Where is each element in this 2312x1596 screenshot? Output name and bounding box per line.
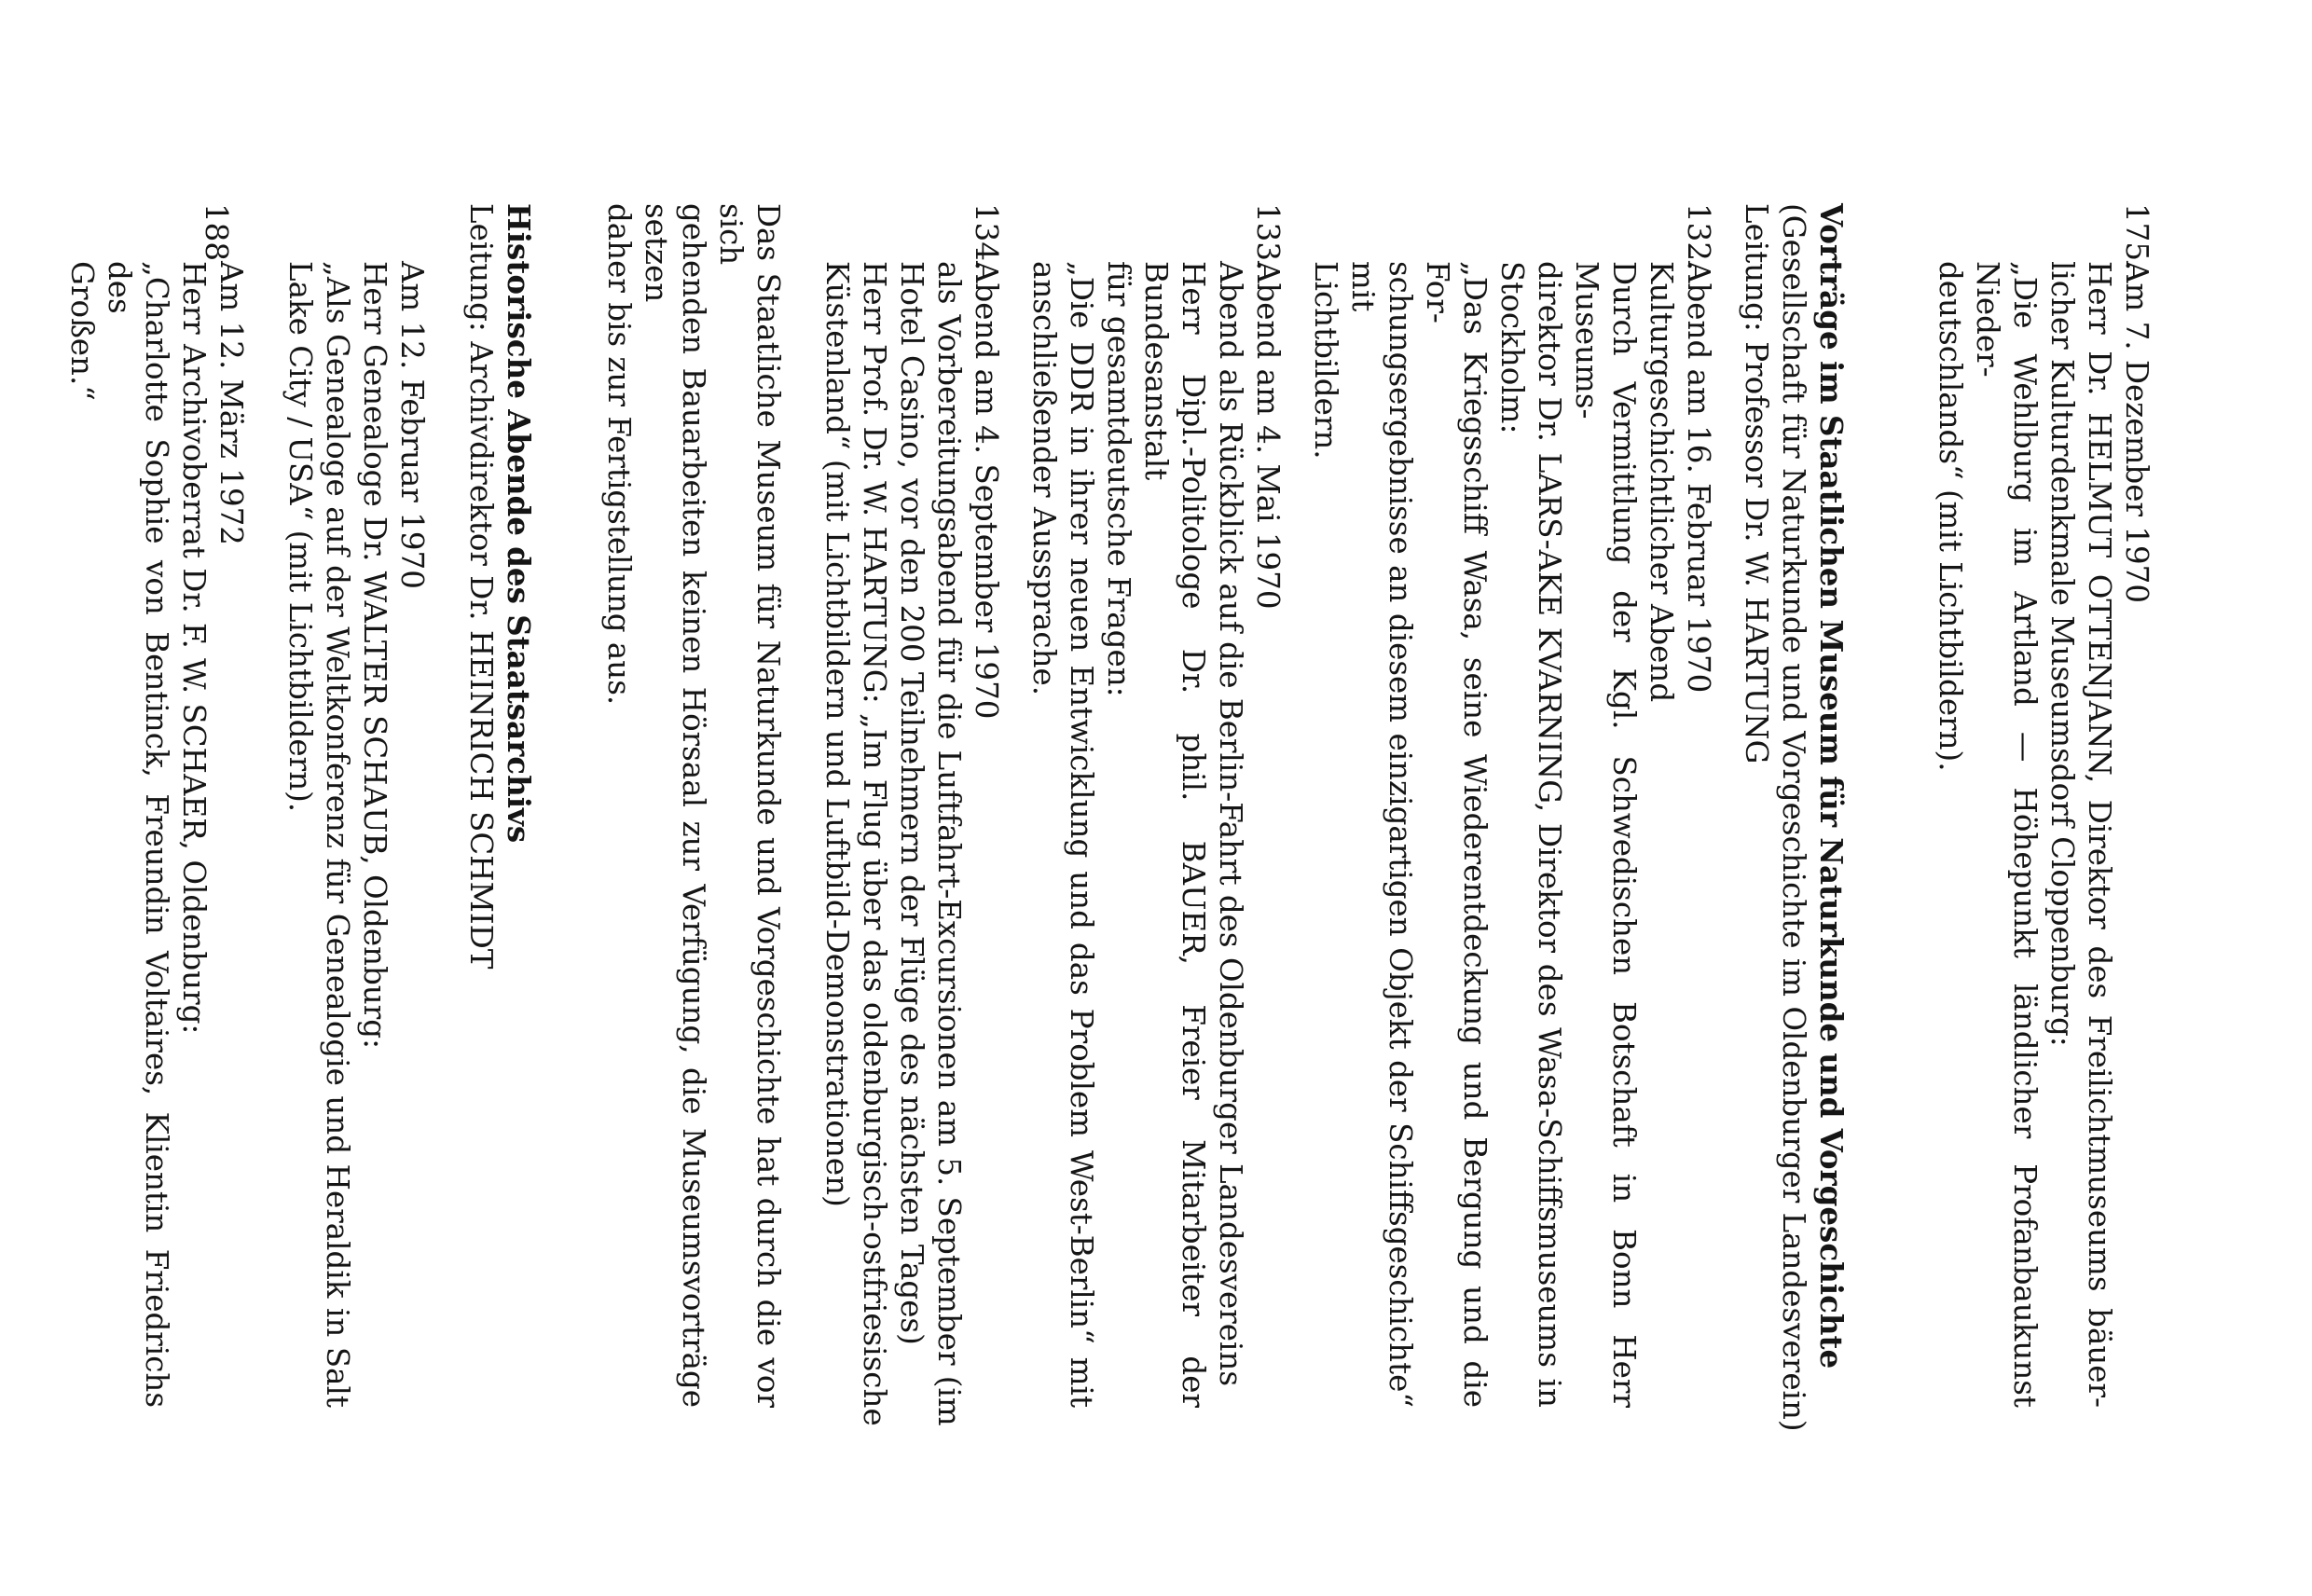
entry-body bbox=[819, 261, 1005, 1426]
entry-text-line: Herr Dr. HELMUT OTTENJANN, Direktor des Freilichtmuseums bäuer- bbox=[2082, 261, 2117, 1408]
entry-text-line: Lichtbildern. bbox=[1308, 261, 1343, 460]
entry-text-line: Abend als Rückblick auf die Berlin-Fahrt des Oldenburger Landesvereins bbox=[1213, 261, 1248, 1387]
entry-number: 134. bbox=[969, 203, 1004, 271]
section-heading-archive: Historische Abende des Staatsarchivs bbox=[501, 203, 537, 844]
entry-text-line: anschließender Aussprache. bbox=[1026, 261, 1062, 696]
entry-body bbox=[1307, 261, 1717, 1408]
entry-text-line: Durch Vermittlung der Kgl. Schwedischen Botschaft in Bonn Herr Museums- bbox=[1569, 261, 1642, 1408]
note-text-line: gehenden Bauarbeiten keinen Hörsaal zur Verfügung, die Museumsvorträge setzen bbox=[639, 203, 711, 1408]
entry-text-line: Küstenland“ (mit Lichtbildern und Luftbild-Demonstrationen) bbox=[819, 261, 855, 1207]
entry-number: 133. bbox=[1250, 203, 1286, 271]
archive-event-2 bbox=[63, 203, 250, 1408]
page-number: 188 bbox=[199, 203, 234, 262]
entry-text-line: Herr Dipl.-Politologe Dr. phil. BAUER, Freier Mitarbeiter der Bundesanstalt bbox=[1138, 261, 1211, 1408]
event-date: Am 12. Februar 1970 bbox=[394, 261, 430, 589]
event-text-line: Herr Genealoge Dr. WALTER SCHAUB, Oldenburg: bbox=[357, 261, 392, 1050]
event-text-line: „Charlotte Sophie von Bentinck, Freundin Voltaires, Klientin Friedrichs des bbox=[102, 261, 174, 1408]
entry-text-line: „Das Kriegsschiff Wasa, seine Wiederentdeckung und Bergung und die For- bbox=[1420, 261, 1493, 1408]
lecture-entry-132 bbox=[1307, 203, 1717, 1408]
lecture-entry-134 bbox=[819, 203, 1005, 1426]
section-heading-museum: Vorträge im Staatlichen Museum für Naturkunde und Vorgeschichte bbox=[1813, 203, 1850, 1369]
note-text-line: Das Staatliche Museum für Naturkunde und Vorgeschichte hat durch die vor sich bbox=[713, 203, 786, 1408]
event-text-line: Lake City / USA“ (mit Lichtbildern). bbox=[282, 261, 318, 813]
event-text-line: Herr Archivoberrat Dr. F. W. SCHAER, Oldenburg: bbox=[176, 261, 212, 1035]
lecture-entry-133 bbox=[1025, 203, 1287, 1408]
entry-date: Am 7. Dezember 1970 bbox=[2119, 261, 2154, 604]
entry-date: Abend am 4. Mai 1970 bbox=[1250, 261, 1286, 610]
event-date: Am 12. März 1972 bbox=[213, 261, 249, 545]
archive-event-1 bbox=[282, 203, 431, 1408]
entry-text-line: Hotel Casino, vor den 200 Teilnehmern der Flüge des nächsten Tages) bbox=[894, 261, 929, 1345]
lecture-entry-175 bbox=[1932, 203, 2155, 1408]
entry-body bbox=[1932, 261, 2155, 1408]
note-text-line: daher bis zur Fertigstellung aus. bbox=[601, 203, 637, 706]
entry-text-line: als Vorbereitungsabend für die Luftfahrt-Excursionen am 5. September (im bbox=[931, 261, 967, 1426]
event-text-line: Großen.“ bbox=[64, 261, 100, 401]
entry-text-line: Kulturgeschichtlicher Abend bbox=[1644, 261, 1679, 703]
entry-text-line: direktor Dr. LARS-AKE KVARNING, Direktor des Wasa-Schiffsmuseums in bbox=[1532, 261, 1567, 1408]
entry-body bbox=[1025, 261, 1287, 1408]
section-leader: Leitung: Archivdirektor Dr. HEINRICH SCHMIDT bbox=[463, 203, 499, 970]
entry-date: Abend am 16. Februar 1970 bbox=[1681, 261, 1716, 694]
entry-text-line: schungsergebnisse an diesem einzigartigen Objekt der Schiffsgeschichte“ mit bbox=[1345, 261, 1418, 1408]
section-subtitle: (Gesellschaft für Naturkunde und Vorgeschichte im Oldenburger Landesverein) bbox=[1776, 203, 1811, 1432]
entry-number: 132. bbox=[1681, 203, 1716, 271]
entry-text-line: Stockholm: bbox=[1494, 261, 1530, 434]
entry-text-line: „Die Wehlburg im Artland — Höhepunkt ländlicher Profanbaukunst Nieder- bbox=[1970, 261, 2043, 1408]
entry-date: Abend am 4. September 1970 bbox=[969, 261, 1004, 720]
section-leader: Leitung: Professor Dr. W. HARTUNG bbox=[1739, 203, 1774, 764]
event-text-line: „Als Genealoge auf der Weltkonferenz für Genealogie und Heraldik in Salt bbox=[320, 261, 355, 1408]
entry-text-line: licher Kulturdenkmale Museumsdorf Cloppenburg: bbox=[2044, 261, 2080, 1047]
entry-text-line: Herr Prof. Dr. W. HARTUNG: „Im Flug über das oldenburgisch-ostfriesische bbox=[857, 261, 892, 1426]
page-content bbox=[63, 203, 2155, 1432]
entry-text-line: deutschlands“ (mit Lichtbildern). bbox=[1933, 261, 1968, 772]
entry-text-line: „Die DDR in ihrer neuen Entwicklung und das Problem West-Berlin“ mit bbox=[1064, 261, 1099, 1408]
entry-text-line: für gesamtdeutsche Fragen: bbox=[1101, 261, 1136, 697]
museum-note bbox=[600, 203, 787, 1408]
entry-number: 175. bbox=[2119, 203, 2154, 271]
